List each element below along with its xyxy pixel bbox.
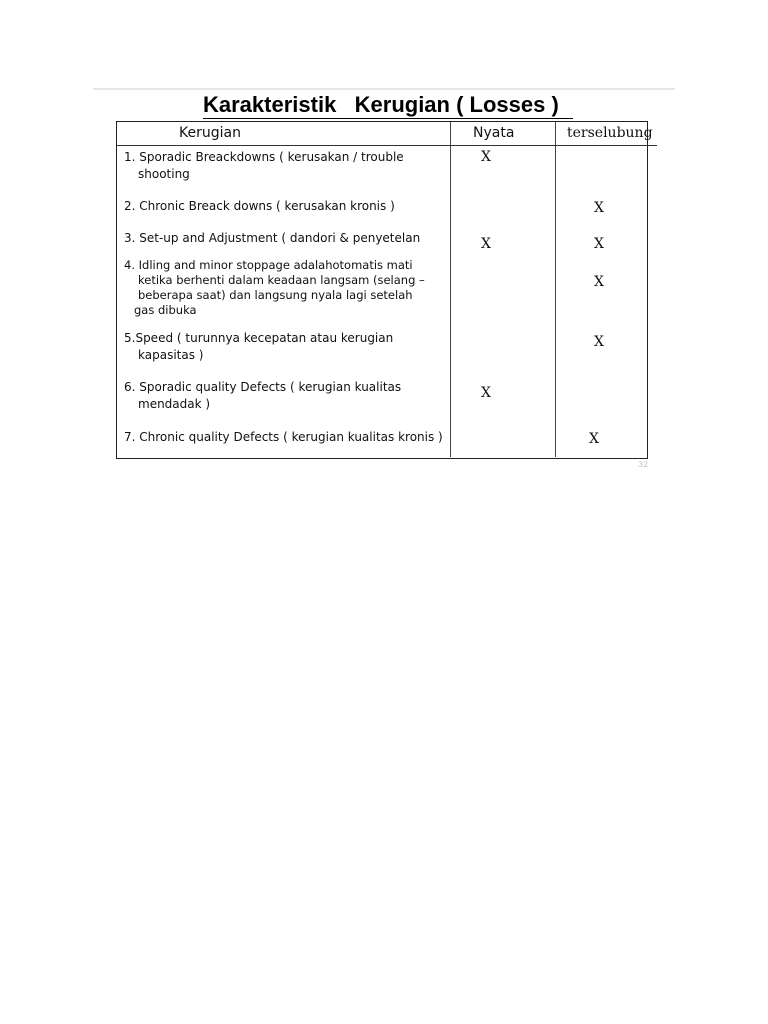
page-number: 32 — [638, 460, 649, 469]
row-4-line-2: ketika berhenti dalam keadaan langsam (selang – — [138, 273, 425, 287]
row-1-nyata-mark: X — [481, 149, 491, 165]
row-3-line-1: 3. Set-up and Adjustment ( dandori & penyetelan — [124, 231, 421, 245]
header-nyata: Nyata — [473, 125, 515, 141]
row-7-terselubung-mark: X — [589, 431, 599, 447]
table-row-2-label — [124, 198, 444, 215]
slide — [93, 88, 675, 476]
row-2-line-1: 2. Chronic Breack downs ( kerusakan kronis ) — [124, 199, 395, 213]
table-row-3-label — [124, 230, 444, 247]
table-row-7-label — [124, 429, 444, 446]
row-4-line-3: beberapa saat) dan langsung nyala lagi setelah — [138, 288, 413, 302]
row-1-line-2: shooting — [138, 167, 190, 181]
row-2-terselubung-mark: X — [594, 200, 604, 216]
header-divider — [117, 145, 657, 146]
slide-title: Karakteristik Kerugian ( Losses ) — [203, 92, 559, 117]
row-4-terselubung-mark: X — [594, 274, 604, 290]
row-1-line-1: 1. Sporadic Breackdowns ( kerusakan / trouble — [124, 150, 404, 164]
row-5-terselubung-mark: X — [594, 334, 604, 350]
row-3-nyata-mark: X — [481, 236, 491, 252]
row-5-line-2: kapasitas ) — [138, 348, 204, 362]
title-underline — [203, 118, 573, 119]
losses-table — [116, 121, 653, 459]
column-divider-nyata — [450, 122, 451, 457]
row-3-terselubung-mark: X — [594, 236, 604, 252]
header-terselubung: terselubung — [567, 125, 653, 141]
row-6-nyata-mark: X — [481, 385, 491, 401]
row-4-line-1: 4. Idling and minor stoppage adalahotomatis mati — [124, 258, 413, 272]
column-divider-terselubung — [555, 122, 556, 457]
row-6-line-2: mendadak ) — [138, 397, 211, 411]
table-row-6-label — [124, 379, 444, 413]
table-row-4-label — [124, 258, 444, 318]
row-4-line-4: gas dibuka — [134, 303, 197, 317]
table-row-5-label — [124, 330, 444, 364]
row-7-line-1: 7. Chronic quality Defects ( kerugian kualitas kronis ) — [124, 430, 443, 444]
header-kerugian: Kerugian — [179, 125, 241, 141]
row-5-line-1: 5.Speed ( turunnya kecepatan atau kerugian — [124, 331, 394, 345]
row-6-line-1: 6. Sporadic quality Defects ( kerugian kualitas — [124, 380, 402, 394]
slide-top-divider — [93, 88, 675, 90]
table-row-1-label — [124, 149, 444, 183]
